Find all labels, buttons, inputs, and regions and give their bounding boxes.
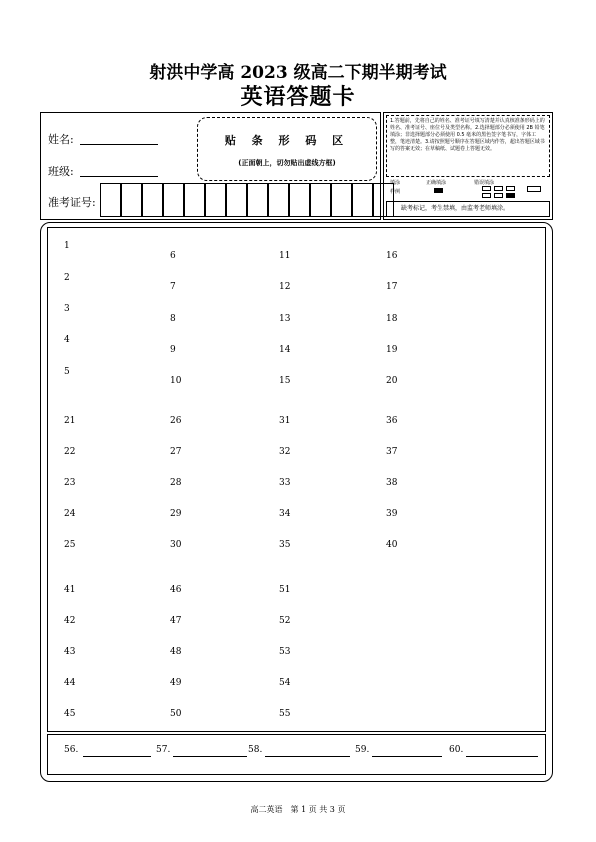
question-number: 9	[170, 345, 176, 355]
id-digit-cell[interactable]	[184, 183, 205, 217]
id-digit-cell[interactable]	[331, 183, 352, 217]
question-number: 31	[279, 416, 291, 426]
class-label: 班级:	[48, 165, 74, 178]
question-number: 7	[170, 282, 176, 292]
id-digit-cell[interactable]	[352, 183, 373, 217]
question-number: 5	[64, 367, 70, 377]
question-number: 48	[170, 647, 182, 657]
wrong-mark-icon	[482, 186, 491, 191]
id-digit-cell[interactable]	[310, 183, 331, 217]
question-number: 11	[279, 251, 291, 261]
fill-in-answer-line[interactable]	[466, 756, 538, 757]
question-number: 30	[170, 540, 182, 550]
id-digit-cell[interactable]	[142, 183, 163, 217]
question-number: 49	[170, 678, 182, 688]
question-number: 22	[64, 447, 76, 457]
page-footer: 高二英语 第 1 页 共 3 页	[250, 805, 346, 814]
absent-mark-box[interactable]	[527, 186, 541, 192]
id-digit-cell[interactable]	[121, 183, 142, 217]
question-number: 18	[386, 314, 398, 324]
fill-in-row	[47, 734, 546, 775]
question-number: 16	[386, 251, 398, 261]
class-field[interactable]	[80, 176, 158, 177]
question-number: 6	[170, 251, 176, 261]
correct-fill-label: 正确填涂	[426, 180, 447, 186]
wrong-mark-icon	[482, 193, 491, 198]
question-number: 20	[386, 376, 398, 386]
question-number: 10	[170, 376, 182, 386]
wrong-mark-icon	[494, 186, 503, 191]
instructions-text: 1.答题前，先将自己的姓名、准考证号填写清楚并认真核准条形码上的姓名、准考证号、座位号及类型名称。2.选择题部分必须使用 2B 铅笔填涂；非选择题部分必须使用 0.5 毫米的黑色签字笔书写，字体工整，笔迹清楚。3.请按照题号顺序在答题区域内作答，超出答题区域书写的答案无效；在草稿纸、试题卷上答题无效。	[386, 115, 550, 177]
barcode-note: (正面朝上，切勿贴出虚线方框)	[238, 159, 336, 167]
question-number: 55	[279, 709, 291, 719]
id-digit-cell[interactable]	[100, 183, 121, 217]
question-number: 42	[64, 616, 76, 626]
question-number: 50	[170, 709, 182, 719]
question-number: 36	[386, 416, 398, 426]
id-digit-cell[interactable]	[247, 183, 268, 217]
question-number: 8	[170, 314, 176, 324]
wrong-mark-icon	[506, 186, 515, 191]
question-number: 2	[64, 273, 70, 283]
question-number: 44	[64, 678, 76, 688]
question-number: 38	[386, 478, 398, 488]
question-number: 34	[279, 509, 291, 519]
question-number: 40	[386, 540, 398, 550]
id-label: 准考证号:	[48, 196, 96, 209]
name-label: 姓名:	[48, 133, 74, 146]
fill-in-answer-line[interactable]	[265, 756, 350, 757]
question-number: 33	[279, 478, 291, 488]
question-number: 13	[279, 314, 291, 324]
question-number: 24	[64, 509, 76, 519]
fill-in-label: 59.	[355, 745, 370, 755]
question-number: 35	[279, 540, 291, 550]
question-number: 15	[279, 376, 291, 386]
fill-label: 填涂	[390, 180, 401, 186]
question-number: 12	[279, 282, 291, 292]
question-number: 29	[170, 509, 182, 519]
question-number: 17	[386, 282, 398, 292]
question-number: 25	[64, 540, 76, 550]
fill-in-answer-line[interactable]	[83, 756, 151, 757]
id-digit-cell[interactable]	[268, 183, 289, 217]
answer-sheet-title: 英语答题卡	[240, 84, 356, 110]
id-digit-cell[interactable]	[289, 183, 310, 217]
fill-in-answer-line[interactable]	[173, 756, 247, 757]
question-number: 14	[279, 345, 291, 355]
question-number: 39	[386, 509, 398, 519]
question-number: 37	[386, 447, 398, 457]
question-number: 4	[64, 335, 70, 345]
fill-in-answer-line[interactable]	[372, 756, 442, 757]
fill-in-label: 56.	[64, 745, 79, 755]
sample-label: 样例	[390, 189, 401, 195]
question-number: 54	[279, 678, 291, 688]
question-number: 41	[64, 585, 76, 595]
question-number: 3	[64, 304, 70, 314]
wrong-mark-icon	[494, 193, 503, 198]
question-number: 26	[170, 416, 182, 426]
name-field[interactable]	[80, 144, 158, 145]
barcode-area	[197, 117, 377, 181]
id-digit-cell[interactable]	[205, 183, 226, 217]
correct-fill-mark	[434, 188, 443, 193]
question-number: 1	[64, 241, 70, 251]
question-number: 51	[279, 585, 291, 595]
question-number: 53	[279, 647, 291, 657]
question-number: 19	[386, 345, 398, 355]
question-number: 43	[64, 647, 76, 657]
id-digit-cell[interactable]	[226, 183, 247, 217]
question-number: 47	[170, 616, 182, 626]
wrong-mark-icon	[506, 193, 515, 198]
choice-question-area	[47, 227, 546, 732]
fill-in-label: 57.	[156, 745, 171, 755]
exam-title: 射洪中学高 2023 级高二下期半期考试	[149, 63, 447, 83]
question-number: 52	[279, 616, 291, 626]
id-digit-cell[interactable]	[163, 183, 184, 217]
barcode-title: 贴 条 形 码 区	[224, 134, 350, 147]
question-number: 45	[64, 709, 76, 719]
absent-notice: 缺考标记，考生禁填，由监考老师填涂。	[386, 201, 550, 217]
fill-in-label: 60.	[449, 745, 464, 755]
wrong-fill-label: 错误填涂	[474, 180, 495, 186]
question-number: 28	[170, 478, 182, 488]
question-number: 32	[279, 447, 291, 457]
fill-sample	[386, 178, 550, 200]
question-number: 21	[64, 416, 76, 426]
question-number: 27	[170, 447, 182, 457]
question-number: 46	[170, 585, 182, 595]
fill-in-label: 58.	[248, 745, 263, 755]
question-number: 23	[64, 478, 76, 488]
